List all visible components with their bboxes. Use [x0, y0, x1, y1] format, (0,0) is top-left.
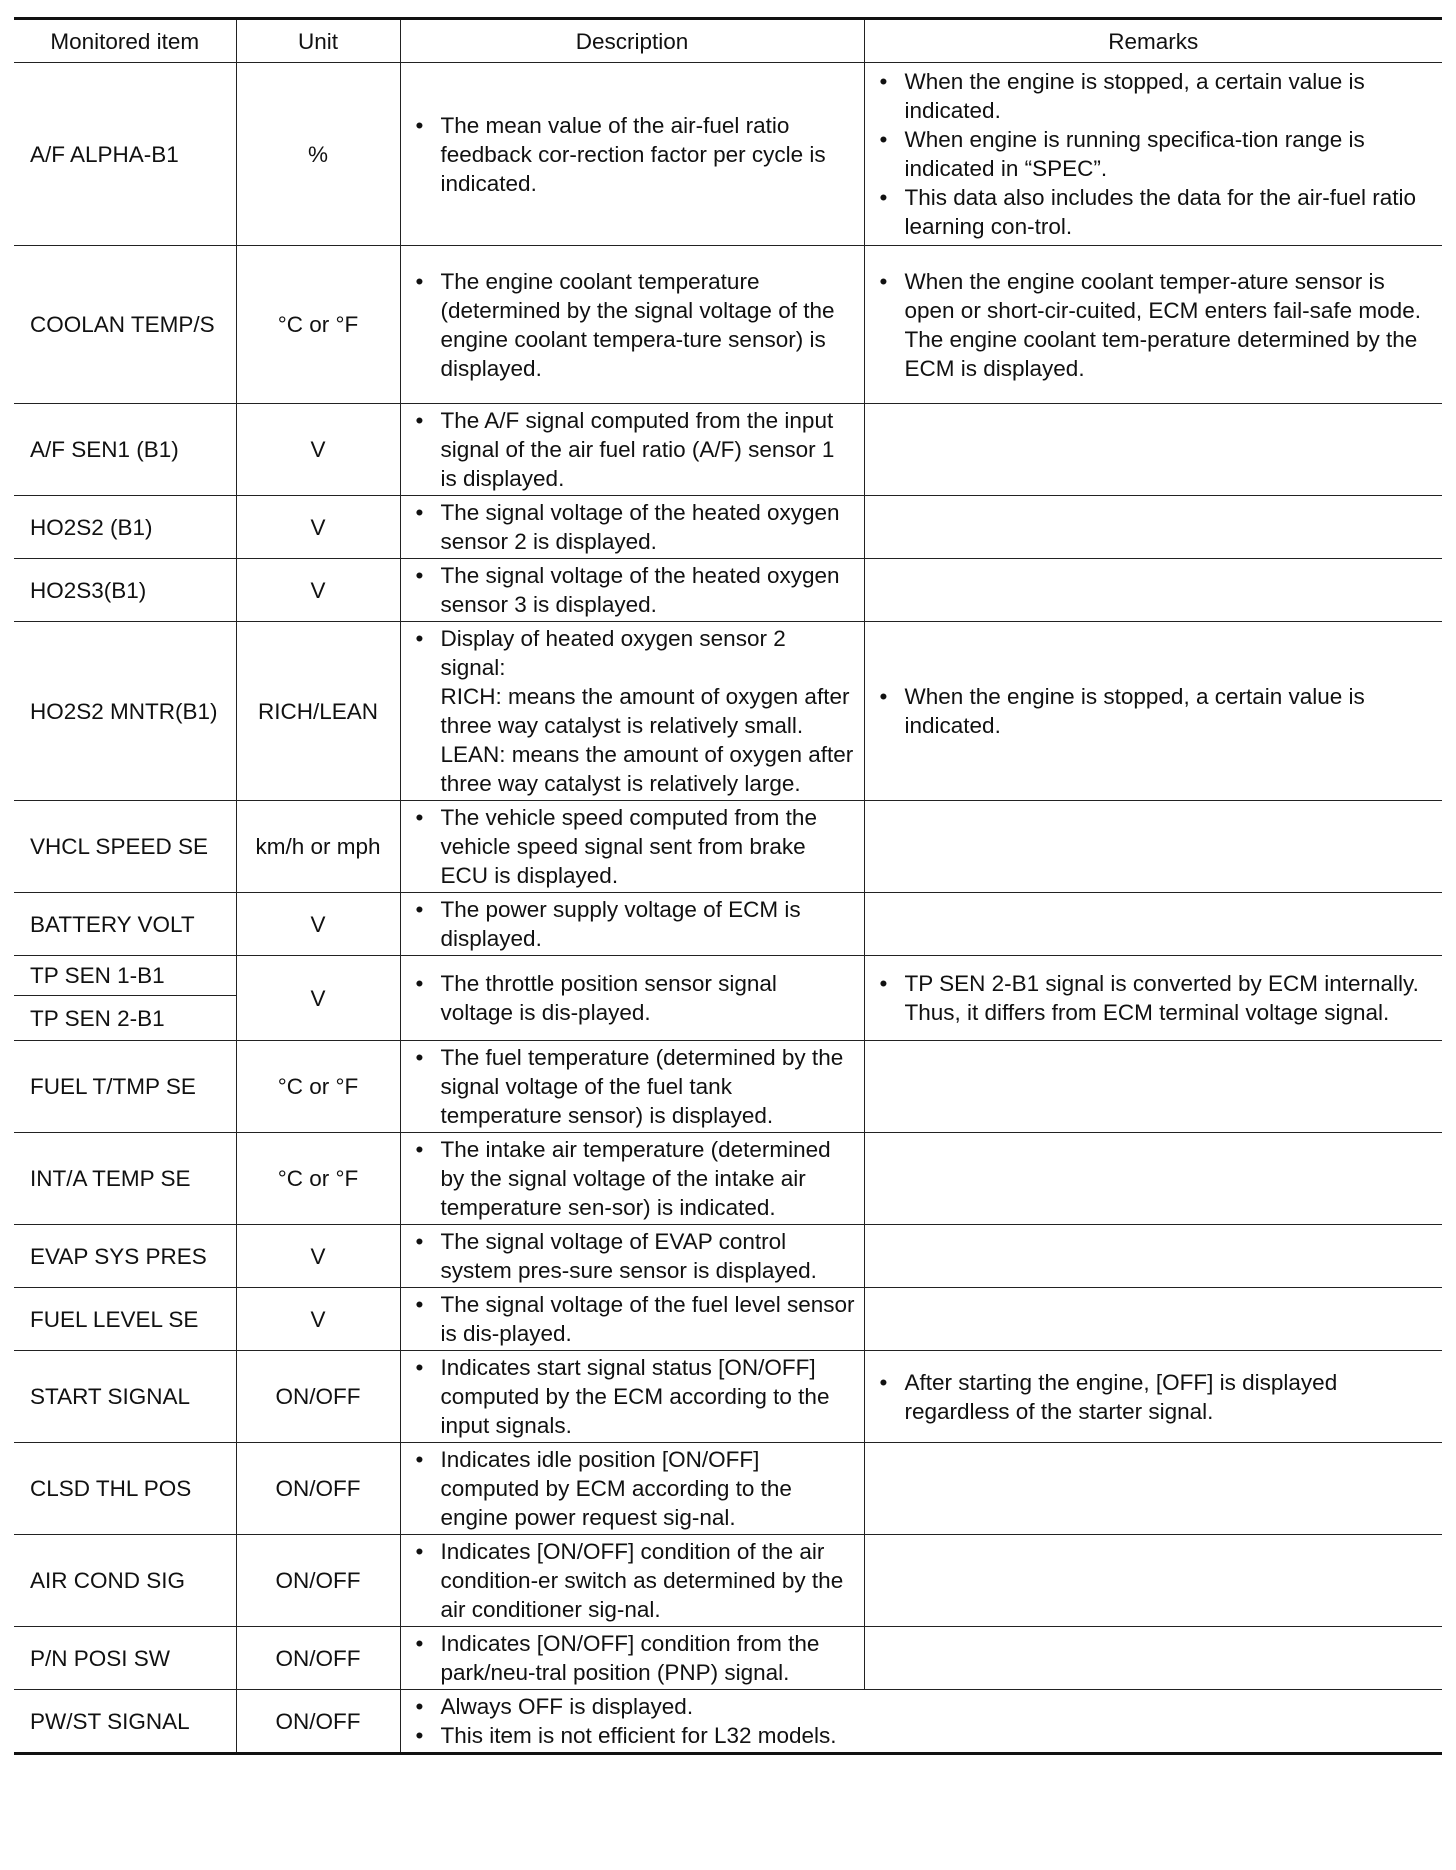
description-bullet: • The A/F signal computed from the input signal of the air fuel ratio (A/F) sensor 1 is displayed.: [413, 406, 856, 493]
table-row: [14, 801, 1442, 893]
table-row: [14, 1535, 1442, 1627]
table-row: [14, 246, 1442, 404]
remarks: [864, 1351, 1442, 1443]
table-row: [14, 404, 1442, 496]
unit: V: [236, 404, 400, 496]
monitored-item: EVAP SYS PRES: [14, 1225, 236, 1288]
monitored-item: COOLAN TEMP/S: [14, 246, 236, 404]
description: [400, 496, 864, 559]
description-bullet: • Indicates start signal status [ON/OFF] computed by the ECM according to the input signals.: [413, 1353, 856, 1440]
unit: ON/OFF: [236, 1627, 400, 1690]
monitored-item: P/N POSI SW: [14, 1627, 236, 1690]
remarks: [864, 246, 1442, 404]
remark-bullet: • When the engine is stopped, a certain value is indicated.: [877, 67, 1435, 125]
description: [400, 1041, 864, 1133]
description: [400, 1351, 864, 1443]
description-bullet: • The signal voltage of EVAP control system pres-sure sensor is displayed.: [413, 1227, 856, 1285]
table-row: [14, 1351, 1442, 1443]
remark-bullet: • After starting the engine, [OFF] is displayed regardless of the starter signal.: [877, 1368, 1435, 1426]
header-unit: Unit: [236, 19, 400, 63]
description-bullet: • The fuel temperature (determined by the signal voltage of the fuel tank temperature sensor) is displayed.: [413, 1043, 856, 1130]
unit: %: [236, 63, 400, 246]
remarks: [864, 559, 1442, 622]
description: [400, 1627, 864, 1690]
table-row: [14, 1041, 1442, 1133]
remarks: [864, 63, 1442, 246]
unit: ON/OFF: [236, 1535, 400, 1627]
monitored-item: BATTERY VOLT: [14, 893, 236, 956]
table-row: [14, 63, 1442, 246]
description: [400, 893, 864, 956]
table-row: [14, 622, 1442, 801]
unit: ON/OFF: [236, 1443, 400, 1535]
unit: V: [236, 956, 400, 1041]
table-row: [14, 956, 1442, 996]
remarks: [864, 801, 1442, 893]
unit: °C or °F: [236, 1133, 400, 1225]
header-monitored-item: Monitored item: [14, 19, 236, 63]
monitored-item: HO2S3(B1): [14, 559, 236, 622]
remarks: [864, 1288, 1442, 1351]
unit: km/h or mph: [236, 801, 400, 893]
table-row: [14, 1288, 1442, 1351]
description-bullet: • Indicates idle position [ON/OFF] computed by ECM according to the engine power request sig-nal.: [413, 1445, 856, 1532]
monitored-item: TP SEN 2-B1: [14, 996, 236, 1041]
table-row: [14, 893, 1442, 956]
description-bullet: • The signal voltage of the heated oxygen sensor 3 is displayed.: [413, 561, 856, 619]
description-bullet: • The signal voltage of the heated oxygen sensor 2 is displayed.: [413, 498, 856, 556]
remarks: [864, 622, 1442, 801]
remarks: [864, 1535, 1442, 1627]
header-remarks: Remarks: [864, 19, 1442, 63]
remarks: [864, 1133, 1442, 1225]
remark-bullet: • When engine is running specifica-tion range is indicated in “SPEC”.: [877, 125, 1435, 183]
remarks: [864, 1041, 1442, 1133]
unit: °C or °F: [236, 246, 400, 404]
remarks: [864, 496, 1442, 559]
remarks: [864, 893, 1442, 956]
description-bullet: • The engine coolant temperature (determined by the signal voltage of the engine coolant tempera-ture sensor) is displayed.: [413, 267, 856, 383]
unit: V: [236, 1225, 400, 1288]
description: [400, 801, 864, 893]
description-bullet: • The vehicle speed computed from the vehicle speed signal sent from brake ECU is displayed.: [413, 803, 856, 890]
description-bullet: • The intake air temperature (determined by the signal voltage of the intake air temperature sen-sor) is indicated.: [413, 1135, 856, 1222]
description: [400, 1133, 864, 1225]
description: [400, 1288, 864, 1351]
description: [400, 559, 864, 622]
monitored-item: PW/ST SIGNAL: [14, 1690, 236, 1754]
table-row: [14, 1133, 1442, 1225]
description: [400, 246, 864, 404]
monitor-table: [14, 17, 1442, 1755]
description-bullet: • Always OFF is displayed.: [413, 1692, 1435, 1721]
description: [400, 1535, 864, 1627]
table-row: [14, 1225, 1442, 1288]
monitored-item: START SIGNAL: [14, 1351, 236, 1443]
monitored-item: A/F ALPHA-B1: [14, 63, 236, 246]
monitored-item: FUEL T/TMP SE: [14, 1041, 236, 1133]
description-line: LEAN: means the amount of oxygen after three way catalyst is relatively large.: [440, 742, 854, 796]
table-row: [14, 496, 1442, 559]
description: [400, 1690, 1442, 1754]
description-bullet: • The signal voltage of the fuel level sensor is dis-played.: [413, 1290, 856, 1348]
description: [400, 404, 864, 496]
table-row: [14, 559, 1442, 622]
remarks: [864, 1443, 1442, 1535]
monitored-item: VHCL SPEED SE: [14, 801, 236, 893]
unit: V: [236, 1288, 400, 1351]
description-bullet: • The power supply voltage of ECM is displayed.: [413, 895, 856, 953]
description: [400, 1225, 864, 1288]
description: [400, 63, 864, 246]
monitored-item: AIR COND SIG: [14, 1535, 236, 1627]
description-line: RICH: means the amount of oxygen after three way catalyst is relatively small.: [440, 684, 850, 738]
remark-bullet: • TP SEN 2-B1 signal is converted by ECM internally. Thus, it differs from ECM terminal voltage signal.: [877, 969, 1435, 1027]
monitored-item: A/F SEN1 (B1): [14, 404, 236, 496]
remarks: [864, 956, 1442, 1041]
description-bullet: • The mean value of the air-fuel ratio feedback cor-rection factor per cycle is indicated.: [413, 111, 856, 198]
remark-bullet: • This data also includes the data for the air-fuel ratio learning con-trol.: [877, 183, 1435, 241]
monitored-item: CLSD THL POS: [14, 1443, 236, 1535]
unit: RICH/LEAN: [236, 622, 400, 801]
description-bullet: • This item is not efficient for L32 models.: [413, 1721, 1435, 1750]
description: [400, 956, 864, 1041]
description: [400, 1443, 864, 1535]
table-row: [14, 1627, 1442, 1690]
description-bullet: • Indicates [ON/OFF] condition from the park/neu-tral position (PNP) signal.: [413, 1629, 856, 1687]
table-row: [14, 1443, 1442, 1535]
header-description: Description: [400, 19, 864, 63]
description-line: • Display of heated oxygen sensor 2 signal:: [440, 626, 786, 680]
monitored-item: HO2S2 (B1): [14, 496, 236, 559]
unit: ON/OFF: [236, 1690, 400, 1754]
unit: ON/OFF: [236, 1351, 400, 1443]
description-bullet: • The throttle position sensor signal voltage is dis-played.: [413, 969, 856, 1027]
remark-bullet: • When the engine is stopped, a certain value is indicated.: [877, 682, 1435, 740]
unit: V: [236, 559, 400, 622]
remark-bullet: • When the engine coolant temper-ature sensor is open or short-cir-cuited, ECM enters fail-safe mode. The engine coolant tem-perature determined by the ECM is displayed.: [877, 267, 1435, 383]
remarks: [864, 404, 1442, 496]
unit: V: [236, 893, 400, 956]
description: [400, 622, 864, 801]
header-row: [14, 19, 1442, 63]
unit: °C or °F: [236, 1041, 400, 1133]
remarks: [864, 1627, 1442, 1690]
monitored-item: TP SEN 1-B1: [14, 956, 236, 996]
monitored-item: FUEL LEVEL SE: [14, 1288, 236, 1351]
description-bullet: • Indicates [ON/OFF] condition of the air condition-er switch as determined by the air conditioner sig-nal.: [413, 1537, 856, 1624]
monitored-item: HO2S2 MNTR(B1): [14, 622, 236, 801]
monitored-item: INT/A TEMP SE: [14, 1133, 236, 1225]
unit: V: [236, 496, 400, 559]
description-bullet: [413, 624, 856, 798]
document: [14, 17, 1442, 1755]
remarks: [864, 1225, 1442, 1288]
table-row: [14, 1690, 1442, 1754]
